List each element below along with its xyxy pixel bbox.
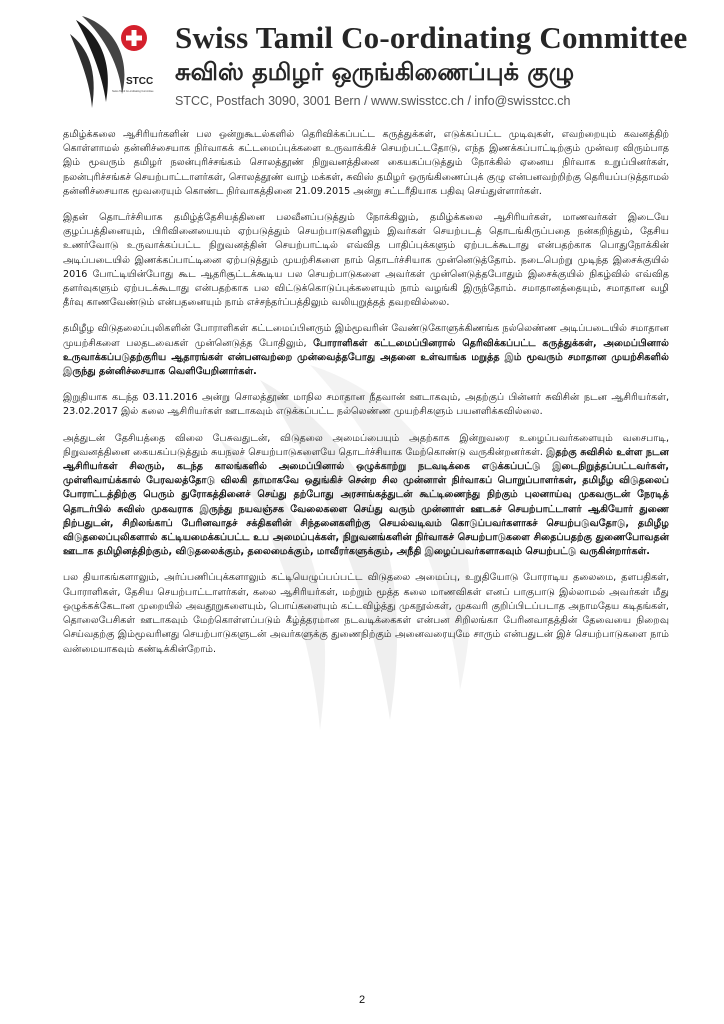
logo-caption: Swiss Tamil Co-ordinating Committee [112,90,154,93]
paragraph-5 [63,432,669,560]
page-number: 2 [358,994,366,1006]
paragraph-1: தமிழ்க்கலை ஆசிரியர்களின் பல ஒன்றுகூடல்களில் தெரிவிக்கப்பட்ட கருத்துக்கள், எடுக்கப்பட்ட முடிவுகள், எவற்றையும் கவனத்திற் கொள்ளாமல் தன்னிச்சையாக நிர்வாகக் கட்டமைப்புக்களை உருவாக்கிச் செயற்பட்டதோடு, எந்த இணக்கப்பாட்டிற்கும் முன்வர விரும்பாத இம் மூவரும் தமிழர் நலன்புரிச்சங்கம் சொலத்தூண் நிறுவனத்தினை கையகப்படுத்தும் நோக்கில் ஏனைய நிர்வாக உறுப்பினர்கள், நலன்புரிச்சங்கச் செயற்பாட்டாளர்கள், சொலத்தூண் வாழ் மக்கள், சுவிஸ் தமிழர் ஒருங்கிணைப்புக் குழு என்பனவற்றிற்கு தெரியப்படுத்தாமல் தன்னிச்சையாக மூவரையும் கொண்ட நிர்வாகத்தினை 21.09.2015 அன்று சட்டரீதியாக பதிவு செய்துள்ளார்கள். [63,129,669,197]
logo-text: STCC [126,76,154,87]
paragraph-5-emphasis: இதற்கு சுவிசில் உள்ள நடன ஆசிரியர்கள் சிலரும், கடந்த காலங்களில் அமைப்பினால் ஒழுக்காற்று நடவடிக்கை எடுக்கப்பட்டு இடைநிறுத்தப்பட்டவர்கள், முள்ளிவாய்க்கால் பேரவலத்தோடு விலகி தாமாகவே ஒதுங்கிச் சென்ற சில முன்னாள் நிர்வாகப் பொறுப்பாளர்கள், தமிழீழ விடுதலைப் போராட்டத்திற்கு பெரும் துரோகத்தினைச் செய்து தற்போது அரசாங்கத்துடன் கூட்டிணைந்து நிற்கும் புலனாய்வு முகவருடன் நேரடித் தொடர்பில் சுவிஸ் முகவராக இருந்து நயவஞ்சக வேலைகளை செய்து வரும் முன்னாள் ஊடகச் செயற்பாட்டாளர் ஆகியோர் துணை நிற்பதுடன், சிறிலங்காப் பேரினவாதச் சக்திகளின் சிந்தனைகளிற்கு செயல்வடிவம் கொடுப்பவர்களாகச் செயற்படுவதோடு, தமிழீழ விடுதலைப்புலிகளால் கட்டியமைக்கப்பட்ட உப அமைப்புக்கள், நிறுவனங்களின் நிர்வாகச் செயற்பாடுகளை சிதைப்பதற்கு துணைபோவதன் ஊடாக தமிழினத்திற்கும், விடுதலைக்கும், தலைமைக்கும், மாவீரர்களுக்கும், அநீதி இழைப்பவர்களாகவும் செயற்பட்டு வருகின்றார்கள். [63,446,669,558]
paragraph-4: இறுதியாக கடந்த 03.11.2016 அன்று சொலத்தூண் மாநில சமாதான நீதவான் ஊடாகவும், அதற்குப் பின்னர் சுவிசின் நடன ஆசிரியர்கள், 23.02.2017 இல் கலை ஆசிரியர்கள் ஊடாகவும் எடுக்கப்பட்ட நல்லெண்ண முயற்சிகளும் பயனளிக்கவில்லை. [63,392,669,418]
paragraph-3-text: தமிழீழ விடுதலைப்புலிகளின் போராளிகள் கட்டமைப்பினரும் இம்மூவரின் வேண்டுகோளுக்கிணங்க நல்லெண்ண அடிப்படையில் சமாதான முயற்சிகளை பலதடவைகள் முன்னெடுத்த போதிலும், [63,323,669,349]
paragraph-6: பல தியாகங்களாலும், அர்ப்பணிப்புக்களாலும் கட்டியெழுப்பப்பட்ட விடுதலை அமைப்பு, உறுதியோடு போராடிய தலைமை, தளபதிகள், போராளிகள், தேசிய செயற்பாட்டாளர்கள், கலை ஆசிரியர்கள், மற்றும் மூத்த கலை மாணவிகள் எனப் பாகுபாடு இல்லாமல் அவர்கள் மீது ஒழுக்கக்கேடான முறையில் அவதூறுகளையும், பொய்களையும் கட்டவிழ்த்து முகநூல்கள், முகவரி குறிப்பிடப்படாத அநாமதேய கடிதங்கள், தொலைபேசிகள் ஊடாகவும் மேற்கொள்ளப்படும் கீழ்த்தரமான நடவடிக்கைகள் என்பன சிறிலங்கா பேரினவாதத்தின் தேவையை நிறைவு செய்வதற்கு இம்மூவரினது செயற்பாடுகளுடன் அவர்களுக்கு துணைநிற்கும் அனைவரையுமே சாரும் என்பதுடன் இச் செயற்பாடுகளை நாம் வன்மையாகவும் கண்டிக்கின்றோம். [63,572,669,655]
paragraph-3-emphasis: போராளிகள் கட்டமைப்பினரால் தெரிவிக்கப்பட்ட கருத்துக்கள், அமைப்பினால் உருவாக்கப்படுதற்குரிய ஆதாரங்கள் என்பனவற்றை முன்வைத்தபோது அதனை உள்வாங்க மறுத்த இம் மூவரும் சமாதான முயற்சிகளில் இருந்து தன்னிச்சையாக வெளியேறினார்கள். [63,337,669,378]
organisation-title-tamil: சுவிஸ் தமிழர் ஒருங்கிணைப்புக் குழு [175,58,575,86]
paragraph-5-text: அத்துடன் தேசியத்தை விலை பேசுவதுடன், விடுதலை அமைப்பையும் அதற்காக இன்றுவரை உழைப்பவர்களையும் வசைபாடி, நிறுவனத்தினை கையகப்படுத்தும் சுயநலச் செயற்பாடுகளையே தொடர்ச்சியாக மேற்கொண்டு வருகின்றனர்கள். [63,432,669,458]
stcc-logo [62,14,162,114]
letter-body [63,128,669,669]
organisation-title-english: Swiss Tamil Co-ordinating Committee [175,20,688,55]
organisation-address: STCC, Postfach 3090, 3001 Bern / www.swisstcc.ch / info@swisstcc.ch [175,94,571,108]
paragraph-3 [63,322,669,379]
letterhead [0,0,724,120]
paragraph-2: இதன் தொடர்ச்சியாக தமிழ்த்தேசியத்தினை பலவீனப்படுத்தும் நோக்கிலும், தமிழ்க்கலை ஆசிரியர்கள், மாணவர்கள் இடையே குழப்பத்தினையும், பிரிவினையையும் ஏற்படுத்தும் செயற்பாடுகளிலும் இவர்கள் செயற்படத் தொடங்கிருப்பதை நன்கறிந்தும், தேசிய உணர்வோடு உருவாக்கப்பட்ட நிறுவனத்தின் செயற்பாட்டில் எவ்வித பாதிப்புக்களும் ஏற்படக்கூடாது என்பதற்காக பொதுநோக்கின் அடிப்படையில் இணக்கப்பாட்டினை ஏற்படுத்தும் முயற்சிகளை நாம் தொடர்ச்சியாக முன்னெடுத்தோம். நடைபெற்று முடிந்த இசைக்குயில் 2016 போட்டியின்போது கூட ஆதரிசூட்டக்கூடிய பல செயற்பாடுகளை அவர்கள் முன்னெடுத்தபோதும் இசைக்குயில் நிகழ்வில் எவ்வித தளர்வுகளும் ஏற்படக்கூடாது என்பதற்காக பல விட்டுக்கொடுப்புக்களையும் நாம் வழங்கி இருந்தோம். சமாதானத்தையும், சமாதான வழி தீர்வு காணவேண்டும் என்பதனையும் நாம் எச்சந்தர்ப்பத்திலும் வலியுறுத்தத் தவறவில்லை. [63,212,669,309]
